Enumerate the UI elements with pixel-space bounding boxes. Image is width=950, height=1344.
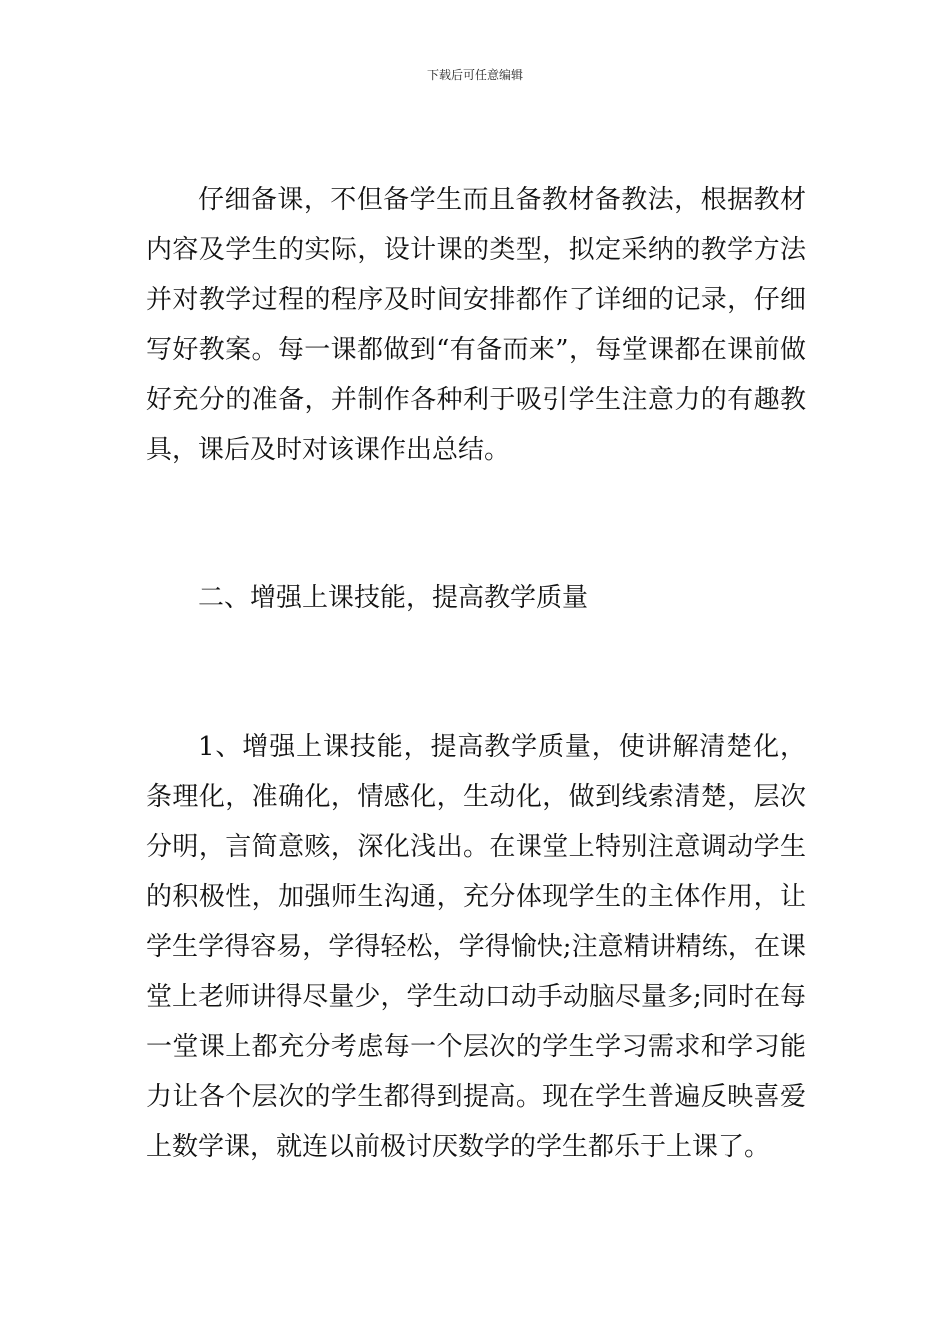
body-paragraph: 1、增强上课技能，提高教学质量，使讲解清楚化，条理化，准确化，情感化，生动化，做到线索清楚，层次分明，言简意赅，深化浅出。在课堂上特别注意调动学生的积极性，加强师生沟通，充分体现学生的主体作用，让学生学得容易，学得轻松，学得愉快;注意精讲精练，在课堂上老师讲得尽量少，学生动口动手动脑尽量多;同时在每一堂课上都充分考虑每一个层次的学生学习需求和学习能力让各个层次的学生都得到提高。现在学生普遍反映喜爱上数学课，就连以前极讨厌数学的学生都乐于上课了。 [146, 732, 806, 1162]
header-note: 下载后可任意编辑 [426, 68, 523, 82]
section-heading: 二、增强上课技能，提高教学质量 [198, 583, 589, 613]
body-paragraph: 仔细备课，不但备学生而且备教材备教法，根据教材内容及学生的实际，设计课的类型，拟定采纳的教学方法并对教学过程的程序及时间安排都作了详细的记录，仔细写好教案。每一课都做到“有备而来”，每堂课都在课前做好充分的准备，并制作各种利于吸引学生注意力的有趣教具，课后及时对该课作出总结。 [146, 185, 806, 465]
